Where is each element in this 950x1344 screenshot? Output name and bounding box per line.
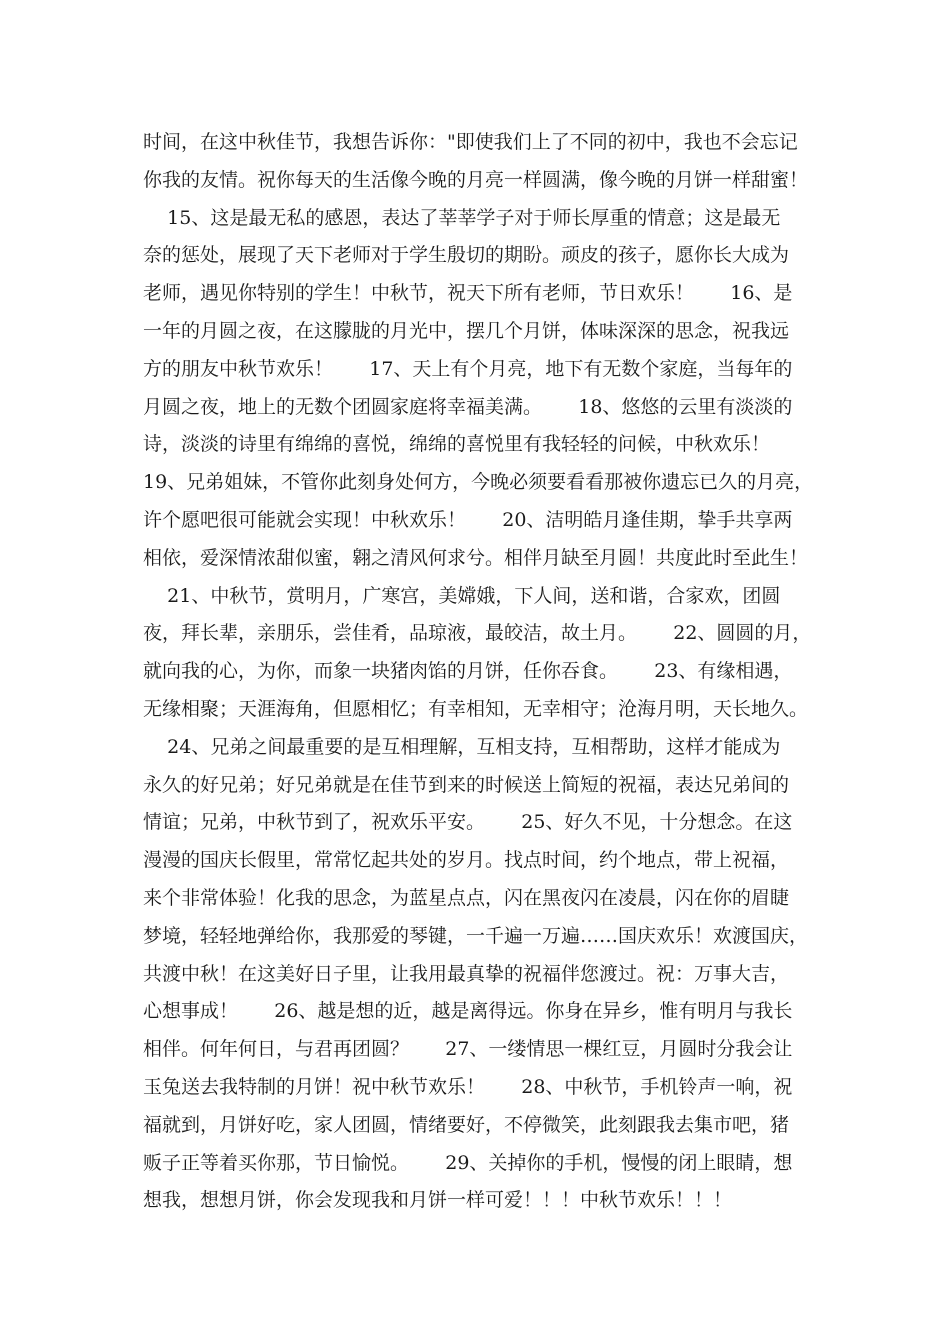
text-line: 你我的友情。祝你每天的生活像今晚的月亮一样圆满，像今晚的月饼一样甜蜜！: [143, 168, 809, 191]
body-text: [143, 124, 823, 1220]
text-line: 永久的好兄弟；好兄弟就是在佳节到来的时候送上简短的祝福，表达兄弟间的: [143, 773, 790, 796]
text-line: 心想事成！ 26、越是想的近，越是离得远。你身在异乡，惟有明月与我长: [143, 1000, 793, 1023]
text-line: 情谊；兄弟，中秋节到了，祝欢乐平安。 25、好久不见，十分想念。在这: [143, 811, 793, 834]
text-line: 相依，爱深情浓甜似蜜，翱之清风何求兮。相伴月缺至月圆！共度此时至此生！: [143, 546, 809, 569]
text-line: 19、兄弟姐妹，不管你此刻身处何方，今晚必须要看看那被你遗忘已久的月亮，: [143, 471, 814, 494]
text-line: 梦境，轻轻地弹给你，我那爱的琴键，一千遍一万遍……国庆欢乐！欢渡国庆，: [143, 924, 809, 947]
text-line: 无缘相聚；天涯海角，但愿相忆；有幸相知，无幸相守；沧海月明，天长地久。: [143, 697, 809, 720]
text-line: 许个愿吧很可能就会实现！中秋欢乐！ 20、洁明皓月逢佳期，挚手共享两: [143, 508, 793, 531]
text-line: 相伴。何年何日，与君再团圆？ 27、一缕情思一棵红豆，月圆时分我会让: [143, 1038, 793, 1061]
text-line: 来个非常体验！化我的思念，为蓝星点点，闪在黑夜闪在凌晨，闪在你的眉睫: [143, 886, 790, 909]
text-line: 时间，在这中秋佳节，我想告诉你："即使我们上了不同的初中，我也不会忘记: [143, 131, 798, 153]
text-line: 漫漫的国庆长假里，常常忆起共处的岁月。找点时间，约个地点，带上祝福，: [143, 849, 790, 872]
text-line: 想我，想想月饼，你会发现我和月饼一样可爱！！！中秋节欢乐！！！: [143, 1189, 733, 1212]
text-line: 夜，拜长辈，亲朋乐，尝佳肴，品琼液，最皎洁，故土月。 22、圆圆的月，: [143, 622, 812, 645]
text-line: 奈的惩处，展现了天下老师对于学生殷切的期盼。顽皮的孩子，愿你长大成为: [143, 244, 790, 267]
text-line: 24、兄弟之间最重要的是互相理解，互相支持，互相帮助，这样才能成为: [143, 735, 781, 758]
text-line: 就向我的心，为你，而象一块猪肉馅的月饼，任你吞食。 23、有缘相遇，: [143, 660, 793, 683]
text-line: 方的朋友中秋节欢乐！ 17、天上有个月亮，地下有无数个家庭，当每年的: [143, 357, 793, 380]
text-line: 玉兔送去我特制的月饼！祝中秋节欢乐！ 28、中秋节，手机铃声一响，祝: [143, 1075, 793, 1098]
text-line: 诗，淡淡的诗里有绵绵的喜悦，绵绵的喜悦里有我轻轻的问候，中秋欢乐！: [143, 433, 771, 456]
text-line: 共渡中秋！在这美好日子里，让我用最真挚的祝福伴您渡过。祝：万事大吉，: [143, 962, 790, 985]
text-line: 月圆之夜，地上的无数个团圆家庭将幸福美满。 18、悠悠的云里有淡淡的: [143, 395, 793, 418]
text-line: 一年的月圆之夜，在这朦胧的月光中，摆几个月饼，体味深深的思念，祝我远: [143, 319, 790, 342]
text-line: 老师，遇见你特别的学生！中秋节，祝天下所有老师，节日欢乐！ 16、是: [143, 282, 793, 305]
text-line: 福就到，月饼好吃，家人团圆，情绪要好，不停微笑，此刻跟我去集市吧，猪: [143, 1113, 790, 1136]
text-line: 贩子正等着买你那，节日愉悦。 29、关掉你的手机，慢慢的闭上眼睛，想: [143, 1151, 793, 1174]
text-line: 15、这是最无私的感恩，表达了莘莘学子对于师长厚重的情意；这是最无: [143, 206, 781, 229]
text-line: 21、中秋节，赏明月，广寒宫，美嫦娥，下人间，送和谐，合家欢，团圆: [143, 584, 781, 607]
